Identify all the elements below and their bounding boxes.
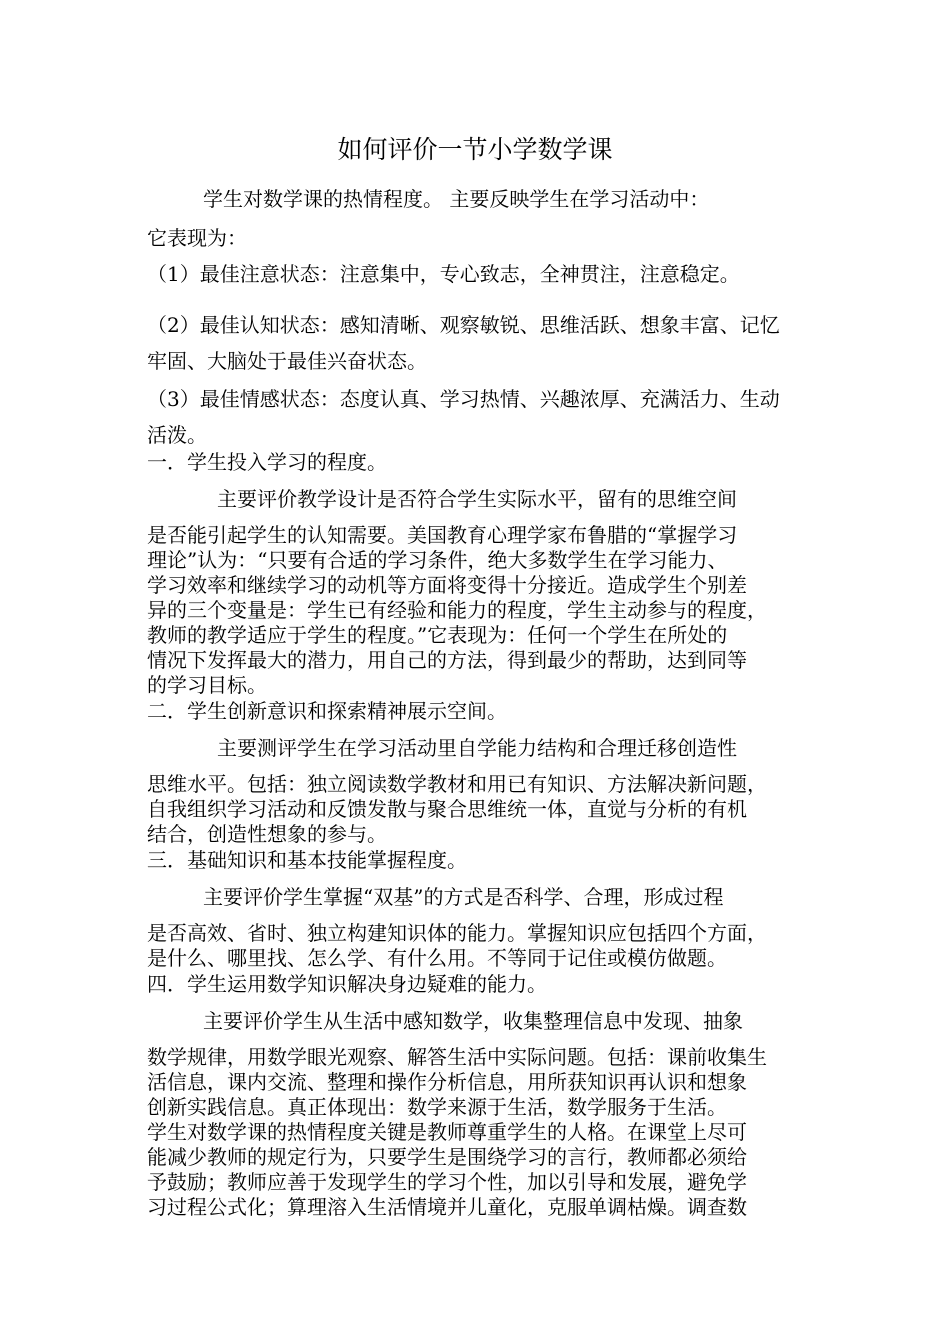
text-line: 学习效率和继续学习的动机等方面将变得十分接近。造成学生个别差 <box>147 573 747 597</box>
text-line: 创新实践信息。真正体现出：数学来源于生活，数学服务于生活。 <box>147 1095 727 1119</box>
page-title: 如何评价一节小学数学课 <box>337 135 613 164</box>
text-line: 它表现为： <box>147 226 247 250</box>
text-line: 教师的教学适应于学生的程度。”它表现为：任何一个学生在所处的 <box>147 623 728 647</box>
text-line: 活泼。 <box>147 423 207 447</box>
text-line: （2）最佳认知状态：感知清晰、观察敏锐、思维活跃、想象丰富、记忆 <box>147 313 780 337</box>
text-line: 思维水平。包括：独立阅读数学教材和用已有知识、方法解决新问题， <box>147 772 767 796</box>
text-line: 习过程公式化；算理溶入生活情境并儿童化，克服单调枯燥。调查数 <box>147 1195 747 1219</box>
text-line: 是否能引起学生的认知需要。美国教育心理学家布鲁腊的“掌握学习 <box>147 523 738 547</box>
section-heading: 三．基础知识和基本技能掌握程度。 <box>147 848 467 872</box>
text-line: （3）最佳情感状态：态度认真、学习热情、兴趣浓厚、充满活力、生动 <box>147 387 780 411</box>
text-line: 自我组织学习活动和反馈发散与聚合思维统一体，直觉与分析的有机 <box>147 797 747 821</box>
text-line: 是什么、哪里找、怎么学、有什么用。不等同于记住或模仿做题。 <box>147 946 727 970</box>
text-line: （1）最佳注意状态：注意集中，专心致志，全神贯注，注意稳定。 <box>147 262 740 286</box>
text-line: 活信息，课内交流、整理和操作分析信息，用所获知识再认识和想象 <box>147 1070 747 1094</box>
text-line: 学生对数学课的热情程度关键是教师尊重学生的人格。在课堂上尽可 <box>147 1120 747 1144</box>
text-line: 牢固、大脑处于最佳兴奋状态。 <box>147 349 427 373</box>
text-line: 主要评价学生从生活中感知数学，收集整理信息中发现、抽象 <box>203 1009 743 1033</box>
text-line: 情况下发挥最大的潜力，用自己的方法，得到最少的帮助，达到同等 <box>147 648 747 672</box>
text-line: 结合，创造性想象的参与。 <box>147 822 387 846</box>
text-line: 予鼓励；教师应善于发现学生的学习个性，加以引导和发展，避免学 <box>147 1170 747 1194</box>
text-line: 学生对数学课的热情程度。 主要反映学生在学习活动中： <box>203 187 710 211</box>
text-line: 主要测评学生在学习活动里自学能力结构和合理迁移创造性 <box>217 736 737 760</box>
text-line: 能减少教师的规定行为，只要学生是围绕学习的言行，教师都必须给 <box>147 1145 747 1169</box>
text-line: 的学习目标。 <box>147 673 267 697</box>
text-line: 异的三个变量是：学生已有经验和能力的程度，学生主动参与的程度， <box>147 598 767 622</box>
text-line: 理论”认为：“只要有合适的学习条件，绝大多数学生在学习能力、 <box>147 548 728 572</box>
section-heading: 一．学生投入学习的程度。 <box>147 450 387 474</box>
text-line: 主要评价教学设计是否符合学生实际水平，留有的思维空间 <box>217 487 737 511</box>
text-line: 是否高效、省时、独立构建知识体的能力。掌握知识应包括四个方面， <box>147 921 767 945</box>
section-heading: 二．学生创新意识和探索精神展示空间。 <box>147 699 507 723</box>
text-line: 主要评价学生掌握“双基”的方式是否科学、合理，形成过程 <box>203 885 724 909</box>
text-line: 数学规律，用数学眼光观察、解答生活中实际问题。包括：课前收集生 <box>147 1045 767 1069</box>
section-heading: 四．学生运用数学知识解决身边疑难的能力。 <box>147 972 547 996</box>
